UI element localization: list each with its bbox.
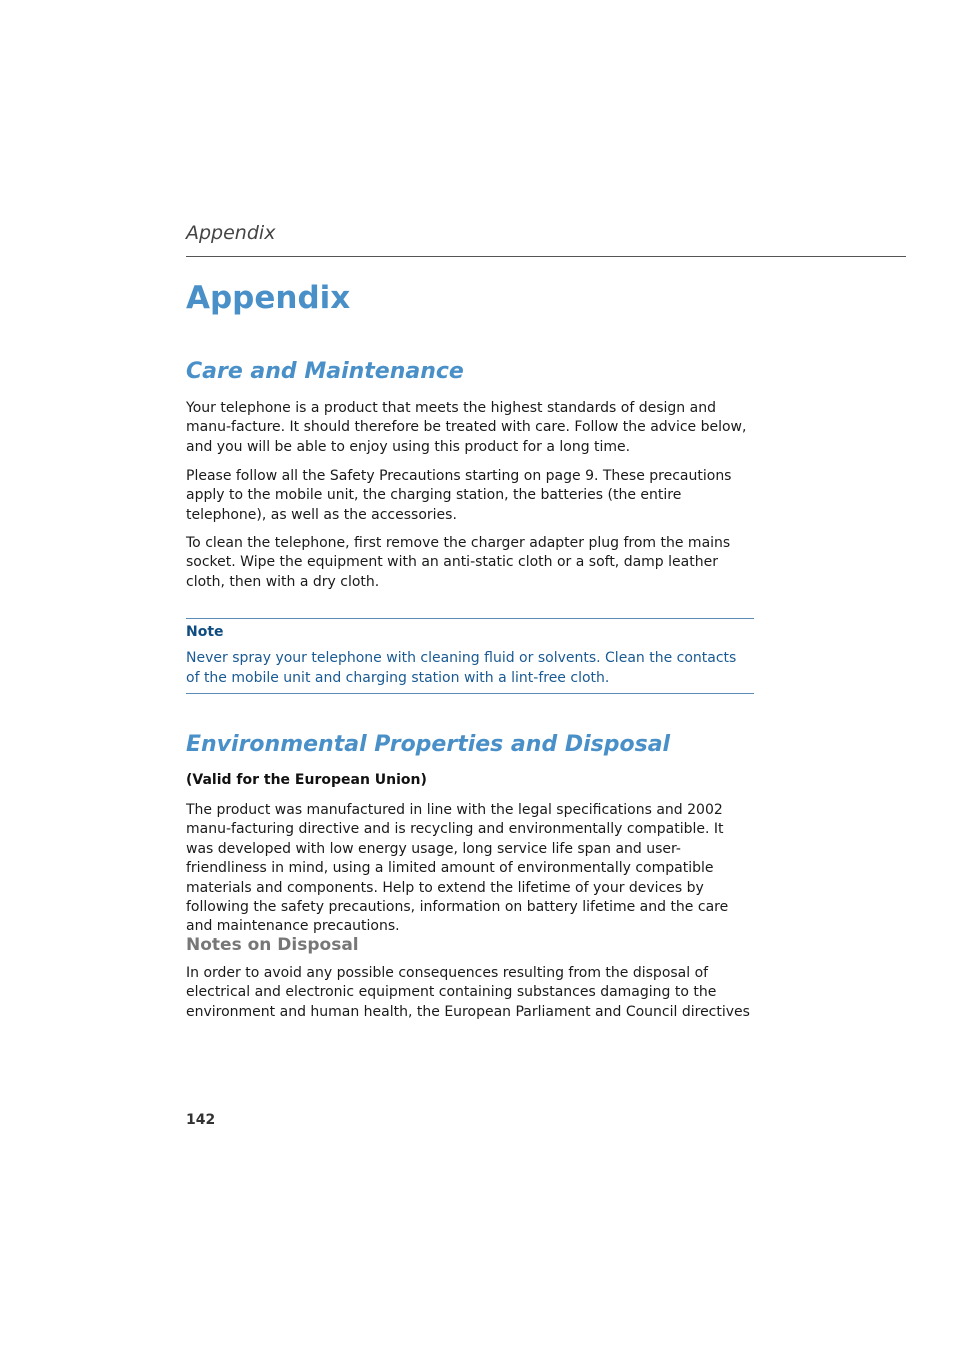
validity-note: (Valid for the European Union) [186,772,427,788]
care-paragraph-2: Please follow all the Safety Precautions starting on page 9. These precautions apply to the mobile unit, the charging station, the batteries (the entire telephone), as well as the accessories. [186,468,732,523]
header-rule [186,256,906,257]
note-text: Never spray your telephone with cleaning fluid or solvents. Clean the contacts of the mobile unit and charging station with a lint-free cloth. [186,650,737,686]
subsection-title-disposal: Notes on Disposal [186,935,359,955]
disposal-paragraph: In order to avoid any possible consequences resulting from the disposal of electrical and electronic equipment containing substances damaging to the environment and human health, the European Parliament and Council directives [186,965,750,1020]
chapter-title: Appendix [186,280,351,316]
page-number: 142 [186,1112,216,1128]
section-title-environment: Environmental Properties and Disposal [186,732,671,757]
care-paragraph-3: To clean the telephone, first remove the charger adapter plug from the mains socket. Wipe the equipment with an anti-static cloth or a soft, damp leather cloth, then with a dry cloth. [186,535,731,590]
note-box [186,618,754,694]
note-label: Note [186,624,224,640]
section-title-care: Care and Maintenance [186,359,464,384]
environment-paragraph: The product was manufactured in line with the legal specifications and 2002 manu-facturing directive and is recycling and environmentally compatible. It was developed with low energy usage, long service life span and user-friendliness in mind, using a limited amount of environmentally compatible materials and components. Help to extend the lifetime of your devices by following the safety precautions, information on battery lifetime and the care and maintenance precautions. [186,802,729,935]
running-header: Appendix [186,222,276,244]
care-paragraph-1: Your telephone is a product that meets the highest standards of design and manu-facture. It should therefore be treated with care. Follow the advice below, and you will be able to enjoy using this product for a long time. [186,400,747,455]
